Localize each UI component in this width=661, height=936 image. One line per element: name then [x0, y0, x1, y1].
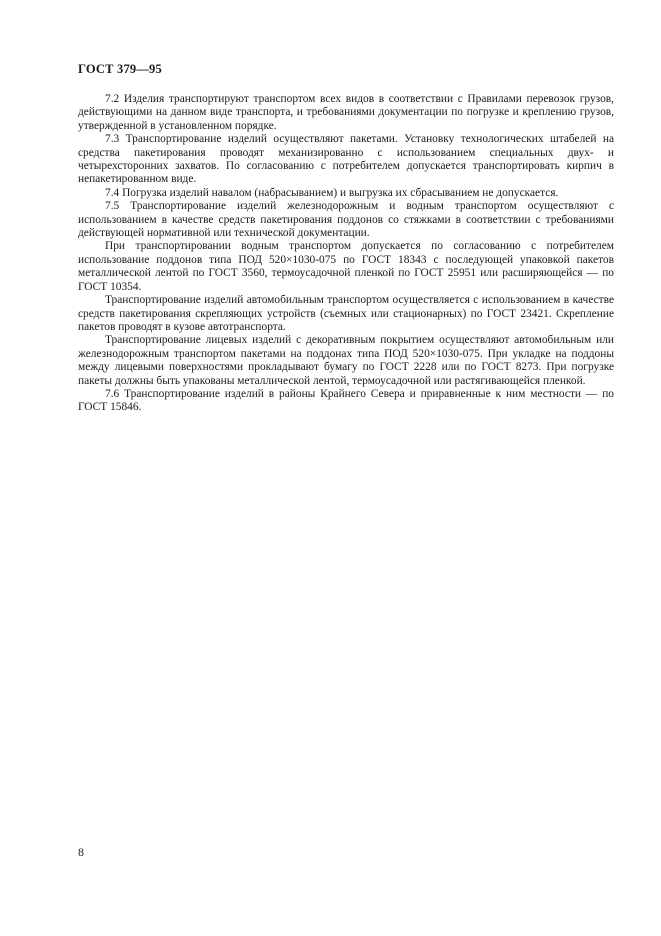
paragraph-7-4: 7.4 Погрузка изделий навалом (набрасыванием) и выгрузка их сбрасыванием не допускается. — [105, 186, 559, 199]
paragraph-7-2: 7.2 Изделия транспортируют транспортом всех видов в соответствии с Правилами перевозок грузов, действующими на данном виде транспорта, и требованиями документации по погрузке и креплению грузов, утвержденной в установленном порядке. — [78, 93, 614, 132]
paragraph-7-5: 7.5 Транспортирование изделий железнодорожным и водным транспортом осуществляют с использованием в качестве средств пакетирования поддонов со стяжками в соответствии с требованиями действующей нормативной или технической документации. — [78, 200, 614, 240]
paragraph-facing-products: Транспортирование лицевых изделий с декоративным покрытием осуществляют автомобильным или железнодорожным транспортом пакетами на поддонах типа ПОД 520×1030-075. При укладке на поддоны между лицевыми поверхностями прокладывают бумагу по ГОСТ 2228 или по ГОСТ 8273. При погрузке пакеты должны быть упакованы металлической лентой, термоусадочной или растягивающейся пленкой. — [78, 334, 614, 387]
page-number: 8 — [78, 845, 84, 859]
paragraph-7-3: 7.3 Транспортирование изделий осуществляют пакетами. Установку технологических штабелей на средства пакетирования проводят механизированно с использованием специальных двух- и четырехсторонних захватов. По согласованию с потребителем допускается транспортировать кирпич в непакетированном виде. — [78, 133, 614, 186]
paragraph-7-6: 7.6 Транспортирование изделий в районы Крайнего Севера и приравненные к ним местности — по ГОСТ 15846. — [78, 387, 614, 414]
document-header: ГОСТ 379—95 — [78, 62, 162, 76]
document-body — [78, 93, 614, 415]
paragraph-water-transport: При транспортировании водным транспортом допускается по согласованию с потребителем использование поддонов типа ПОД 520×1030-075 по ГОСТ 18343 с последующей упаковкой пакетов металлической лентой по ГОСТ 3560, термоусадочной пленкой по ГОСТ 25951 или расширяющейся — по ГОСТ 10354. — [78, 240, 614, 293]
paragraph-auto-transport: Транспортирование изделий автомобильным транспортом осуществляется с использованием в качестве средств пакетирования скрепляющих устройств (съемных или стационарных) по ГОСТ 23421. Скрепление пакетов проводят в кузове автотранспорта. — [78, 294, 614, 333]
